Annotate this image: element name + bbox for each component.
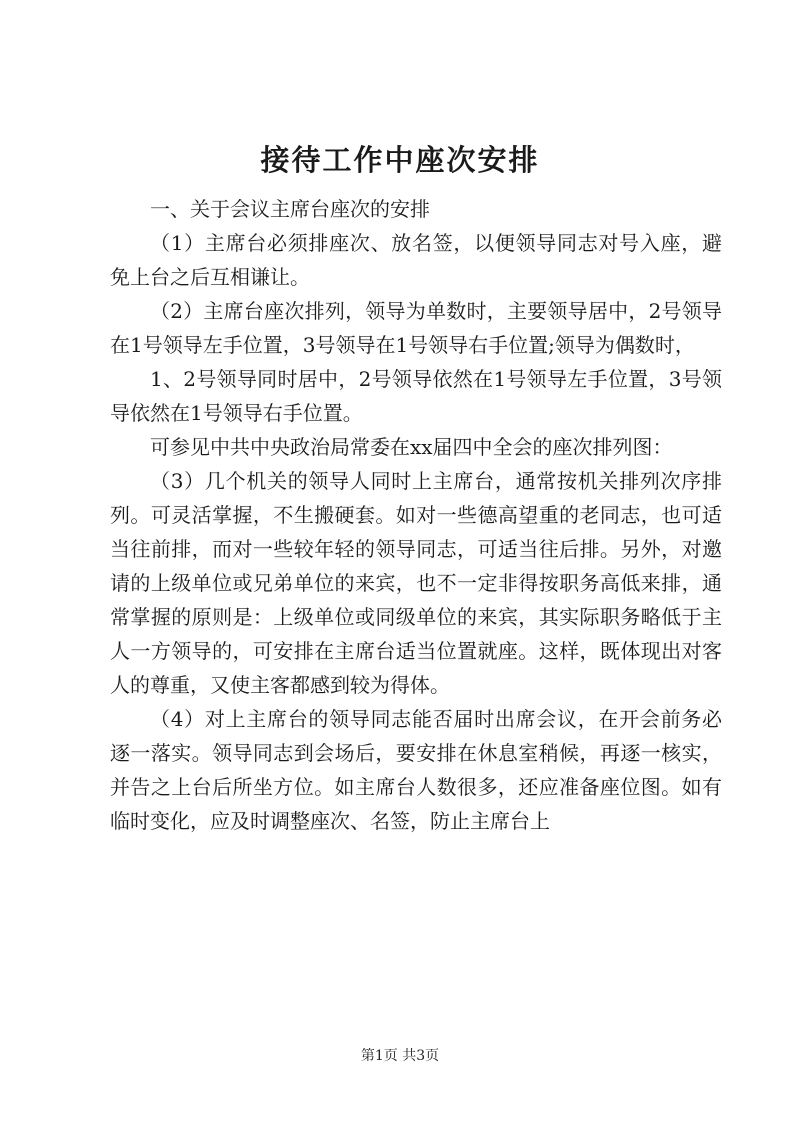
- paragraph-4: 可参见中共中央政治局常委在xx届四中全会的座次排列图：: [150, 435, 673, 459]
- document-title: 接待工作中座次安排: [260, 143, 540, 177]
- paragraph-6: （4）对上主席台的领导同志能否届时出席会议，在开会前务必逐一落实。领导同志到会场后，要安排在休息室稍候，再逐一核实，并告之上台后所坐方位。如主席台人数很多，还应准备座位图。如有临时变化，应及时调整座次、名签，防止主席台上: [110, 707, 722, 833]
- paragraph-1: （1）主席台必须排座次、放名签，以便领导同志对号入座，避免上台之后互相谦让。: [110, 231, 722, 289]
- page-number-footer: 第1页 共3页: [360, 1048, 440, 1064]
- paragraph-3: 1、2号领导同时居中，2号领导依然在1号领导左手位置，3号领导依然在1号领导右手位置。: [110, 367, 722, 425]
- section-heading: 一、关于会议主席台座次的安排: [150, 197, 430, 221]
- paragraph-2: （2）主席台座次排列，领导为单数时，主要领导居中，2号领导在1号领导左手位置，3号领导在1号领导右手位置;领导为偶数时，: [110, 299, 722, 357]
- paragraph-5: （3）几个机关的领导人同时上主席台，通常按机关排列次序排列。可灵活掌握，不生搬硬套。如对一些德高望重的老同志，也可适当往前排，而对一些较年轻的领导同志，可适当往后排。另外，对邀请的上级单位或兄弟单位的来宾，也不一定非得按职务高低来排，通常掌握的原则是：上级单位或同级单位的来宾，其实际职务略低于主人一方领导的，可安排在主席台适当位置就座。这样，既体现出对客人的尊重，又使主客都感到较为得体。: [110, 469, 722, 697]
- document-body: [110, 192, 722, 838]
